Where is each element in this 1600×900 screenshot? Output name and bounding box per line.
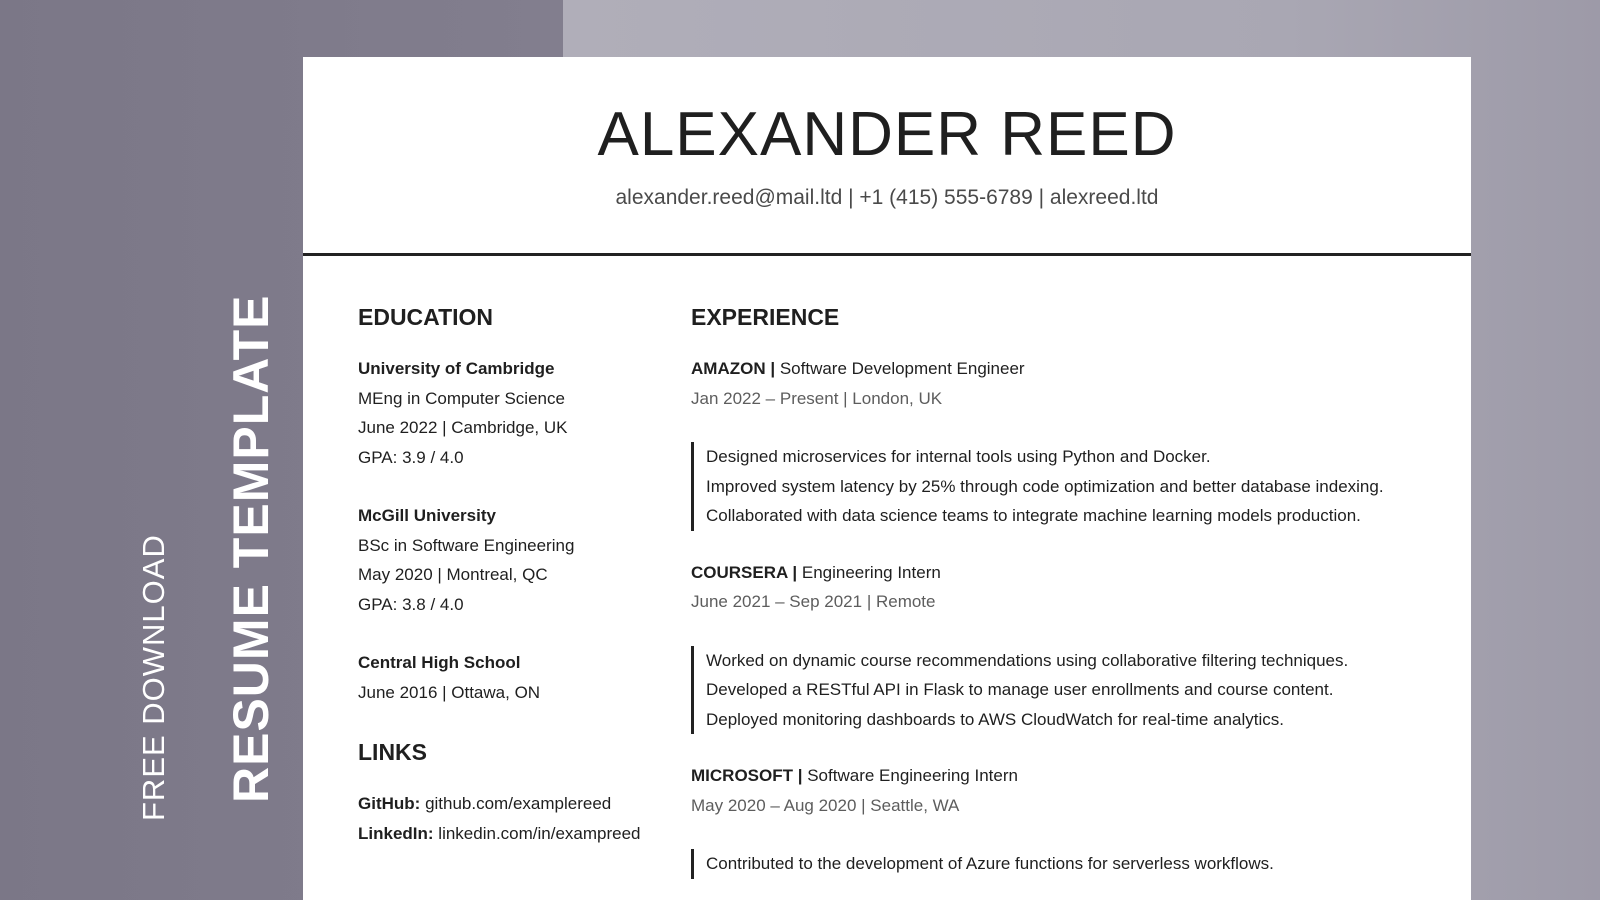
gpa: GPA: 3.8 / 4.0 — [358, 594, 464, 614]
left-column — [358, 302, 658, 848]
job-title — [691, 354, 1431, 384]
job-bullets — [691, 646, 1431, 735]
date-place: June 2016 | Ottawa, ON — [358, 682, 541, 702]
link-linkedin[interactable] — [358, 819, 658, 849]
bullet-item: Collaborated with data science teams to integrate machine learning models production. — [706, 506, 1361, 525]
company-name: COURSERA | — [691, 562, 798, 582]
bullet-item: Improved system latency by 25% through code optimization and better database indexing. — [706, 476, 1384, 496]
education-entry — [358, 354, 658, 472]
header-divider — [303, 253, 1471, 256]
job-title — [691, 761, 1431, 791]
degree: BSc in Software Engineering — [358, 535, 575, 555]
link-value[interactable]: github.com/examplereed — [425, 794, 612, 813]
link-github[interactable] — [358, 789, 658, 819]
school-name: McGill University — [358, 506, 496, 525]
date-place: June 2022 | Cambridge, UK — [358, 418, 568, 437]
education-entry — [358, 648, 658, 707]
education-entry — [358, 501, 658, 619]
link-label: GitHub: — [358, 794, 421, 813]
link-label: LinkedIn: — [358, 823, 434, 843]
resume-page — [303, 57, 1471, 900]
job-meta: June 2021 – Sep 2021 | Remote — [691, 592, 936, 611]
gpa: GPA: 3.9 / 4.0 — [358, 447, 464, 467]
job-entry — [691, 558, 1431, 735]
job-entry — [691, 354, 1431, 531]
company-name: AMAZON | — [691, 359, 776, 378]
bullet-item: Contributed to the development of Azure functions for serverless workflows. — [706, 854, 1274, 873]
school-name: University of Cambridge — [358, 359, 555, 378]
company-name: MICROSOFT | — [691, 766, 803, 785]
job-title — [691, 558, 1431, 588]
job-role: Software Development Engineer — [779, 359, 1025, 378]
school-name: Central High School — [358, 653, 521, 672]
job-entry — [691, 761, 1431, 879]
degree: MEng in Computer Science — [358, 388, 565, 408]
right-column — [691, 302, 1431, 891]
education-title: EDUCATION — [358, 304, 494, 330]
links-title: LINKS — [358, 739, 427, 765]
bullet-item: Deployed monitoring dashboards to AWS CloudWatch for real-time analytics. — [706, 709, 1284, 729]
bullet-item: Worked on dynamic course recommendations using collaborative filtering techniques. — [706, 650, 1349, 670]
experience-title: EXPERIENCE — [691, 304, 840, 330]
date-place: May 2020 | Montreal, QC — [358, 565, 548, 584]
contact-line: alexander.reed@mail.ltd | +1 (415) 555-6789 | alexreed.ltd — [615, 186, 1159, 209]
job-meta: May 2020 – Aug 2020 | Seattle, WA — [691, 795, 960, 815]
job-role: Software Engineering Intern — [807, 766, 1018, 785]
candidate-name: ALEXANDER REED — [597, 100, 1177, 169]
banner-resume-template: RESUME TEMPLATE — [223, 294, 279, 803]
bullet-item: Designed microservices for internal tools using Python and Docker. — [706, 447, 1211, 466]
banner-free-download: FREE DOWNLOAD — [136, 534, 171, 821]
job-role: Engineering Intern — [801, 562, 941, 582]
resume-header — [303, 57, 1471, 254]
vertical-banner — [0, 0, 290, 900]
link-value[interactable]: linkedin.com/in/exampreed — [438, 823, 641, 843]
job-meta: Jan 2022 – Present | London, UK — [691, 388, 943, 408]
job-bullets — [691, 442, 1431, 531]
bullet-item: Developed a RESTful API in Flask to manage user enrollments and course content. — [706, 680, 1334, 699]
job-bullets — [691, 849, 1431, 879]
